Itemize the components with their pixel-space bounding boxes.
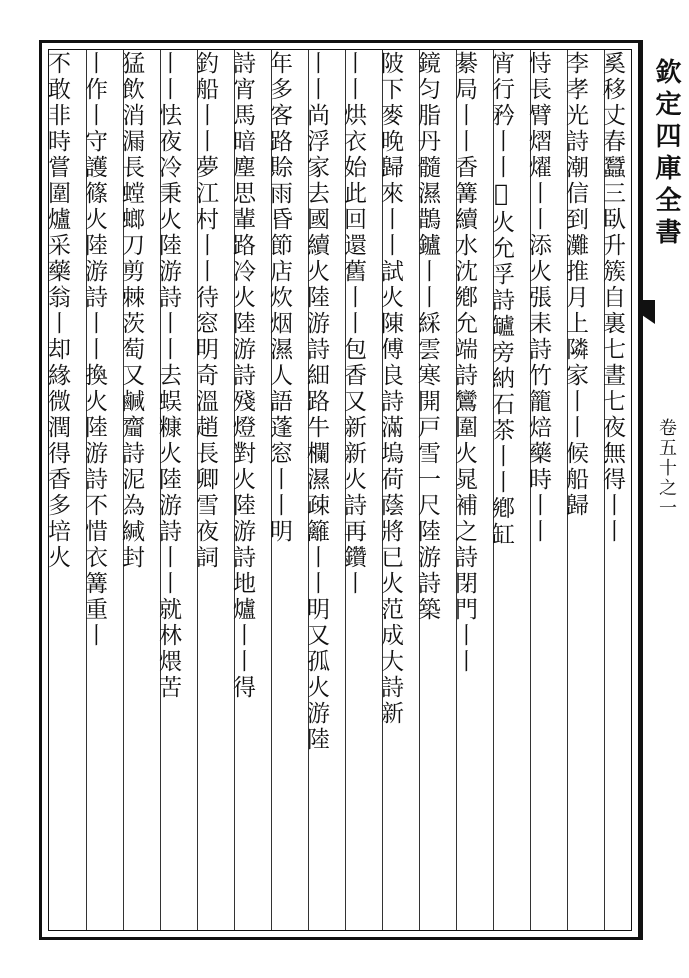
text-column-4: 宵行矜丨丨𦡊火允孚詩罏旁納石茶丨丨鄕缸 [488,51,514,548]
text-column-11: 詩宵馬暗塵思輩路冷火陸游詩殘燈對火陸游詩地爐丨丨得 [229,51,255,701]
text-column-10: 年多客路賒雨昏節店炊烟濕人語蓬窓丨丨明 [266,51,292,545]
text-column-2: 李孝光詩潮信到灘推月上隣家丨丨候船歸 [562,51,588,519]
text-column-7: 陂下麥晚歸來丨丨試火陳傅良詩滿塢荷蔭將已火范成大詩新 [377,51,403,727]
text-column-5: 綦局丨丨香篝續水沈鄕允端詩鸞圍火晁補之詩閉門丨丨 [451,51,477,675]
text-column-9: 丨丨尚浮家去國續火陸游詩細路牛欄濕疎籬丨丨明又孤火游陸 [303,51,329,753]
text-column-1: 奚移丈春蠶三臥升簇自裏七晝七夜無得丨丨 [599,51,625,545]
text-column-13: 丨丨怯夜冷秉火陸游詩丨丨去蜈糠火陸游詩丨丨就林煨苦 [155,51,181,701]
volume-label: 卷五十之一 [656,418,677,518]
book-title: 欽定四庫全書 [651,58,681,250]
page-frame [39,40,641,940]
text-column-16: 不敢非時嘗圍爐采藥翁丨却緣微潤得香多培火 [44,51,70,571]
text-column-8: 丨丨烘衣始此回還舊丨丨包香又新新火詩再鑽丨 [340,51,366,597]
text-column-15: 丨作丨守護篠火陸游詩丨丨換火陸游詩不惜衣篝重丨 [81,51,107,649]
text-column-12: 釣船丨丨夢江村丨丨待窓明奇溫趙長卿雪夜詞 [192,51,218,571]
text-column-3: 恃長臂熠燿丨丨添火張耒詩竹籠焙藥時丨丨 [525,51,551,545]
text-column-14: 猛飲消漏長螳螂刀剪棘茨萄又鹹齏詩泥為緘封 [118,51,144,571]
margin-strip [641,40,689,940]
text-column-6: 鏡匀脂丹髓濕鵲鑪丨丨綵雲寒開戸雪一尺陸游詩築 [414,51,440,623]
